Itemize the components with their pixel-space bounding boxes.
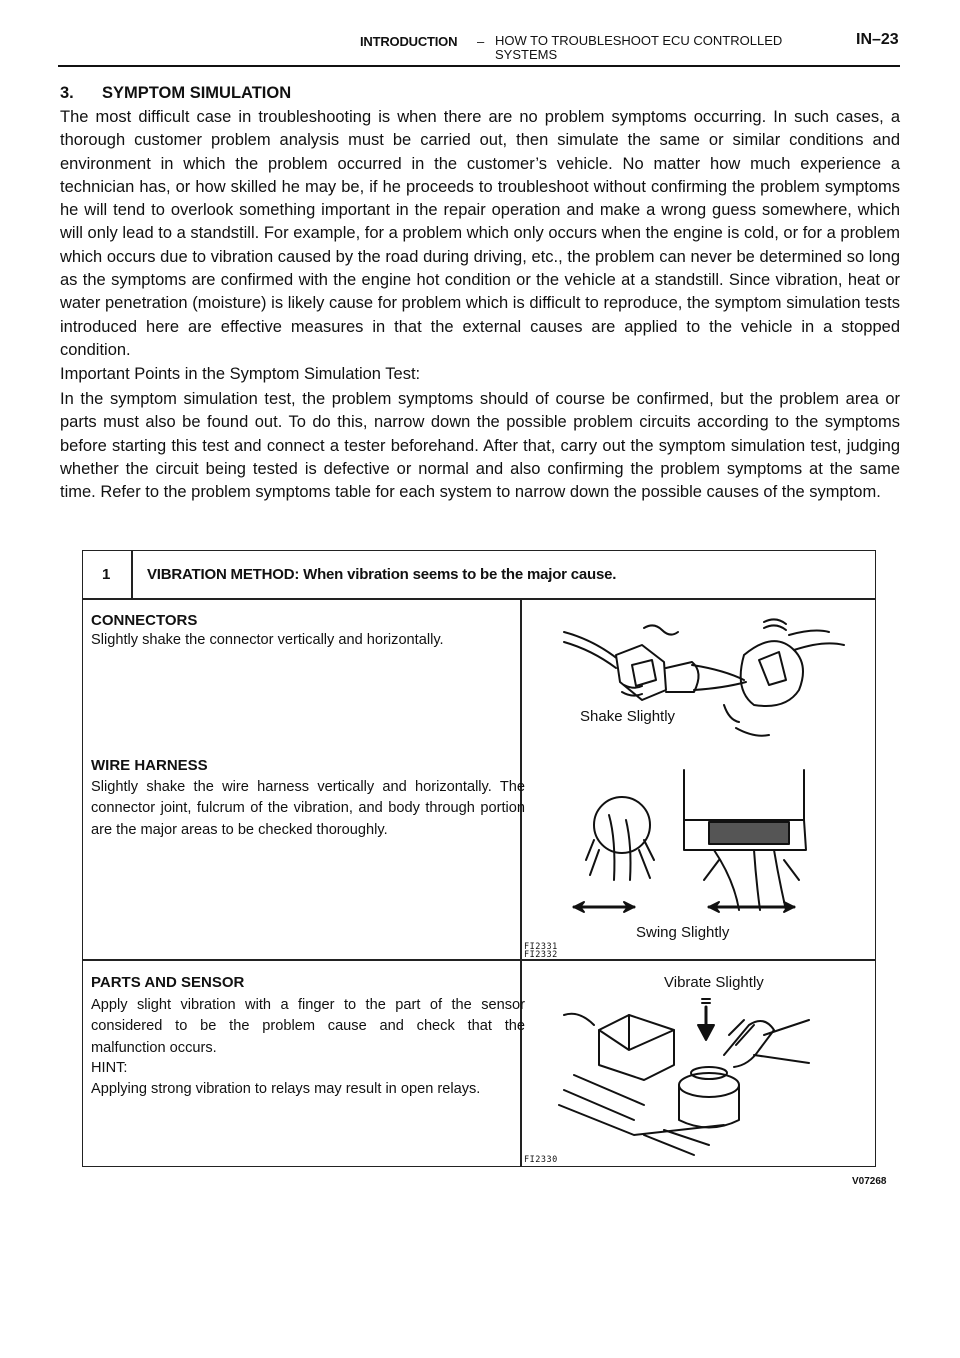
section-heading [60,84,291,103]
header-section-label: INTRODUCTION [360,34,458,49]
reference-code: V07268 [852,1176,887,1187]
important-points-label: Important Points in the Symptom Simulation Test: [60,365,421,383]
wire-harness-heading: WIRE HARNESS [91,757,208,774]
hint-text: Applying strong vibration to relays may result in open relays. [91,1081,481,1097]
wire-harness-text: Slightly shake the wire harness vertically and horizontally. The connector joint, fulcrum of the vibration, and body through portion are the major areas to be checked thoroughly. [91,779,525,838]
connectors-text: Slightly shake the connector vertically and horizontally. [91,632,444,648]
wire-harness-swing-illustration [524,750,874,925]
method-number: 1 [102,566,111,583]
sensor-vibrate-illustration [524,995,874,1155]
swing-slightly-caption: Swing Slightly [636,924,730,941]
parts-sensor-heading: PARTS AND SENSOR [91,974,245,991]
important-points-paragraph: In the symptom simulation test, the problem symptoms should of course be confirmed, but the problem area or parts must also be found out. To do this, narrow down the possible problem circuits according to the symptoms before starting this test and connect a tester beforehand. After that, carry out the symptom simulation test, judging whether the circuit being tested is defective or normal and also confirming the problem symptoms at the same time. Refer to the problem symptoms table for each system to narrow down the possible causes of the symptom. [60,390,900,502]
vibrate-slightly-caption: Vibrate Slightly [664,974,764,991]
figure-code: FI2331 [524,942,558,952]
shake-slightly-caption: Shake Slightly [580,708,676,725]
method-title: VIBRATION METHOD: When vibration seems to be the major cause. [147,566,617,583]
figure-code: FI2330 [524,1155,558,1165]
connectors-heading: CONNECTORS [91,612,198,629]
header-divider [58,65,900,67]
header-separator: – [477,34,485,49]
intro-paragraph: The most difficult case in troubleshooting is when there are no problem symptoms occurring. In such cases, a thorough customer problem analysis must be carried out, then simulate the same or similar conditions and environment in which the problem occurred in the customer’s vehicle. No matter how much experience a technician has, or how skilled he may be, if he proceeds to troubleshoot without confirming the problem symptoms he will tend to overlook something important in the repair operation and make a wrong guess somewhere, which will only lead to a standstill. For example, for a problem which only occurs when the engine is cold, or for a problem which occurs due to vibration caused by the road during driving, etc., the problem can never be determined so long as the symptoms are confirmed with the engine hot condition or the vehicle at a standstill. Since vibration, heat or water penetration (moisture) is likely cause for problem which is difficult to reproduce, the symptom simulation tests introduced here are effective measures in that the external causes are applied to the vehicle in a stopped condition. [60,108,900,359]
hint-label: HINT: [91,1060,128,1076]
table-divider [82,598,876,600]
section-number: 3. [60,84,74,102]
connector-shake-illustration [524,610,874,745]
figure-code: FI2332 [524,950,558,960]
section-title: SYMPTOM SIMULATION [102,84,292,102]
page-number: IN–23 [856,31,899,48]
table-divider [82,959,876,961]
header-title: HOW TO TROUBLESHOOT ECU CONTROLLED SYSTEMS [495,33,783,62]
table-divider [131,550,133,599]
parts-sensor-text: Apply slight vibration with a finger to the part of the sensor considered to be the problem cause and check that the malfunction occurs. [91,997,525,1056]
